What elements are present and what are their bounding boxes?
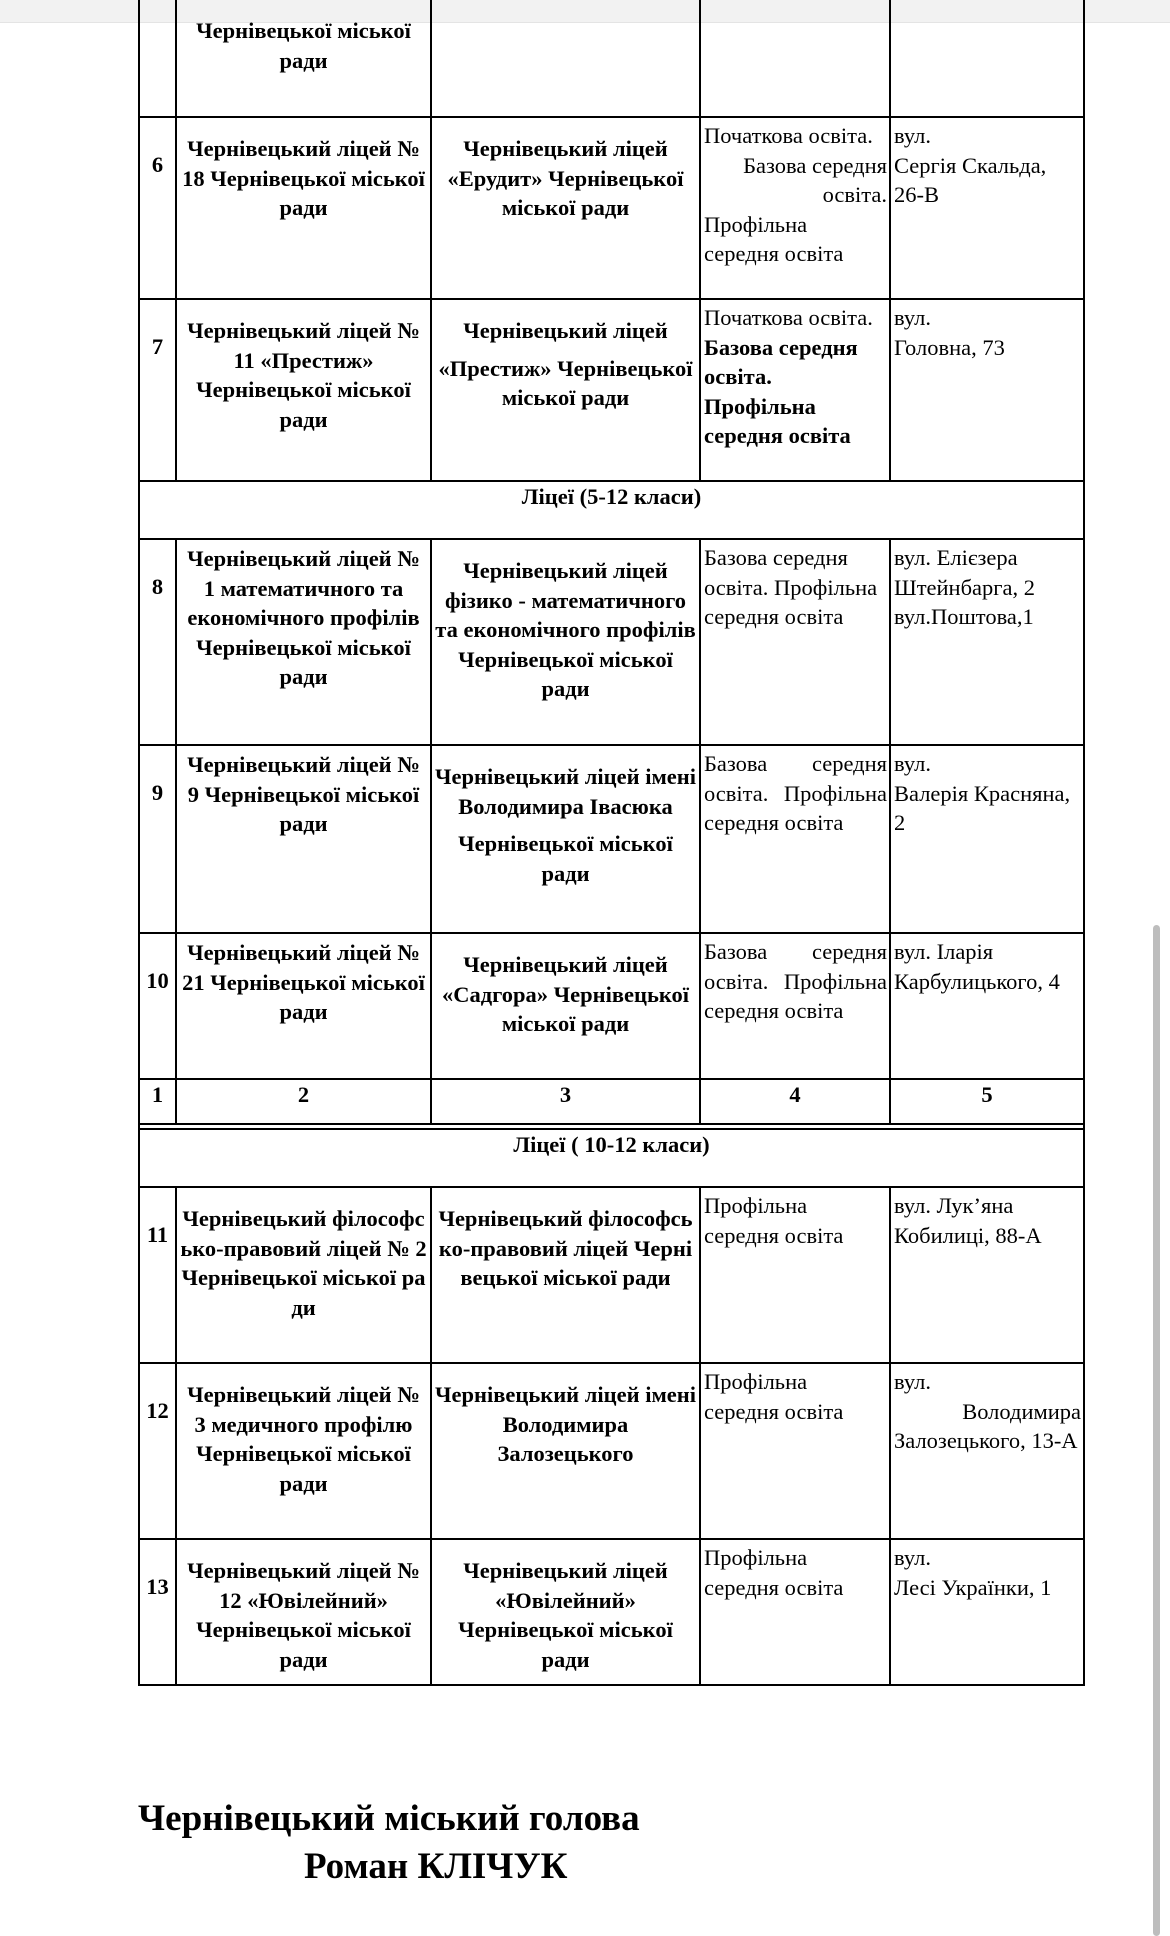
school-name: Чернівецький ліцей № 18 Чернівецької міської ради xyxy=(176,117,431,299)
row-number xyxy=(139,0,176,117)
address: вул. Лесі Українки, 1 xyxy=(890,1539,1084,1685)
signature-name: Роман КЛІЧУК xyxy=(304,1846,568,1887)
table-row xyxy=(139,299,1084,481)
education-level: Профільна середня освіта xyxy=(700,1363,890,1539)
school-new-name: Чернівецький філософсько-правовий ліцей Чернівецької міської ради xyxy=(431,1187,700,1363)
section-header: Ліцеї ( 10-12 класи) xyxy=(139,1129,1084,1187)
education-level: Базова середня освіта. Профільна середня освіта xyxy=(700,745,890,933)
row-number: 7 xyxy=(139,299,176,481)
column-number: 2 xyxy=(176,1079,431,1124)
address: вул. Валерія Красняна, 2 xyxy=(890,745,1084,933)
table-row xyxy=(139,0,1084,117)
scrollbar[interactable] xyxy=(1153,925,1160,1936)
school-new-name: Чернівецький ліцей «Престиж» Чернівецької міської ради xyxy=(431,299,700,481)
column-number-row xyxy=(139,1079,1084,1124)
school-new-name: Чернівецький ліцей імені Володимира Залозецького xyxy=(431,1363,700,1539)
column-number: 1 xyxy=(139,1079,176,1124)
school-name: Чернівецький ліцей № 12 «Ювілейний» Чернівецької міської ради xyxy=(176,1539,431,1685)
column-number: 3 xyxy=(431,1079,700,1124)
address: вул. Володимира Залозецького, 13-А xyxy=(890,1363,1084,1539)
table-row xyxy=(139,1363,1084,1539)
table-row xyxy=(139,117,1084,299)
school-name: Чернівецький ліцей № 11 «Престиж» Чернівецької міської ради xyxy=(176,299,431,481)
address: вул. Головна, 73 xyxy=(890,299,1084,481)
school-name: Чернівецький ліцей № 1 математичного та економічного профілів Чернівецької міської ради xyxy=(176,539,431,745)
school-name: Чернівецький ліцей № 3 медичного профілю Чернівецької міської ради xyxy=(176,1363,431,1539)
school-name: Чернівецький філософсько-правовий ліцей № 2 Чернівецької міської ради xyxy=(176,1187,431,1363)
row-number: 11 xyxy=(139,1187,176,1363)
row-number: 9 xyxy=(139,745,176,933)
school-new-name: Чернівецький ліцей фізико - математичного та економічного профілів Чернівецької міської ради xyxy=(431,539,700,745)
school-new-name: Чернівецький ліцей «Ювілейний» Чернівецької міської ради xyxy=(431,1539,700,1685)
row-number: 13 xyxy=(139,1539,176,1685)
table-row xyxy=(139,745,1084,933)
education-level: Профільна середня освіта xyxy=(700,1539,890,1685)
signature-title: Чернівецький міський голова xyxy=(138,1798,640,1839)
school-name: Чернівецький ліцей № 9 Чернівецької міської ради xyxy=(176,745,431,933)
education-level: Базова середня освіта. Профільна середня освіта xyxy=(700,933,890,1079)
row-number: 12 xyxy=(139,1363,176,1539)
education-level: Початкова освіта. Базова середня освіта. Профільна середня освіта xyxy=(700,117,890,299)
address: вул. Іларія Карбулицького, 4 xyxy=(890,933,1084,1079)
table-row xyxy=(139,539,1084,745)
school-new-name: Чернівецький ліцей «Ерудит» Чернівецької міської ради xyxy=(431,117,700,299)
school-name: Чернівецький ліцей № 21 Чернівецької міської ради xyxy=(176,933,431,1079)
school-new-name: Чернівецький ліцей «Садгора» Чернівецької міської ради xyxy=(431,933,700,1079)
schools-table xyxy=(138,0,1085,1686)
row-number: 6 xyxy=(139,117,176,299)
education-level: Базова середня освіта. Профільна середня освіта xyxy=(700,539,890,745)
table-row xyxy=(139,933,1084,1079)
row-number: 8 xyxy=(139,539,176,745)
education-level: Початкова освіта. Базова середня освіта. Профільна середня освіта xyxy=(700,299,890,481)
signature-block xyxy=(138,1795,640,1891)
school-new-name: Чернівецький ліцей імені Володимира Івасюка Чернівецької міської ради xyxy=(431,745,700,933)
address: вул. Сергія Скальда, 26-В xyxy=(890,117,1084,299)
address: вул. Елієзера Штейнбарга, 2 вул.Поштова,1 xyxy=(890,539,1084,745)
column-number: 5 xyxy=(890,1079,1084,1124)
address: вул. Лук’яна Кобилиці, 88-А xyxy=(890,1187,1084,1363)
table-row xyxy=(139,1539,1084,1685)
row-number: 10 xyxy=(139,933,176,1079)
column-number: 4 xyxy=(700,1079,890,1124)
school-name: Чернівецької міської ради xyxy=(176,0,431,117)
education-level: Профільна середня освіта xyxy=(700,1187,890,1363)
table-row xyxy=(139,1187,1084,1363)
section-header: Ліцеї (5-12 класи) xyxy=(139,481,1084,539)
